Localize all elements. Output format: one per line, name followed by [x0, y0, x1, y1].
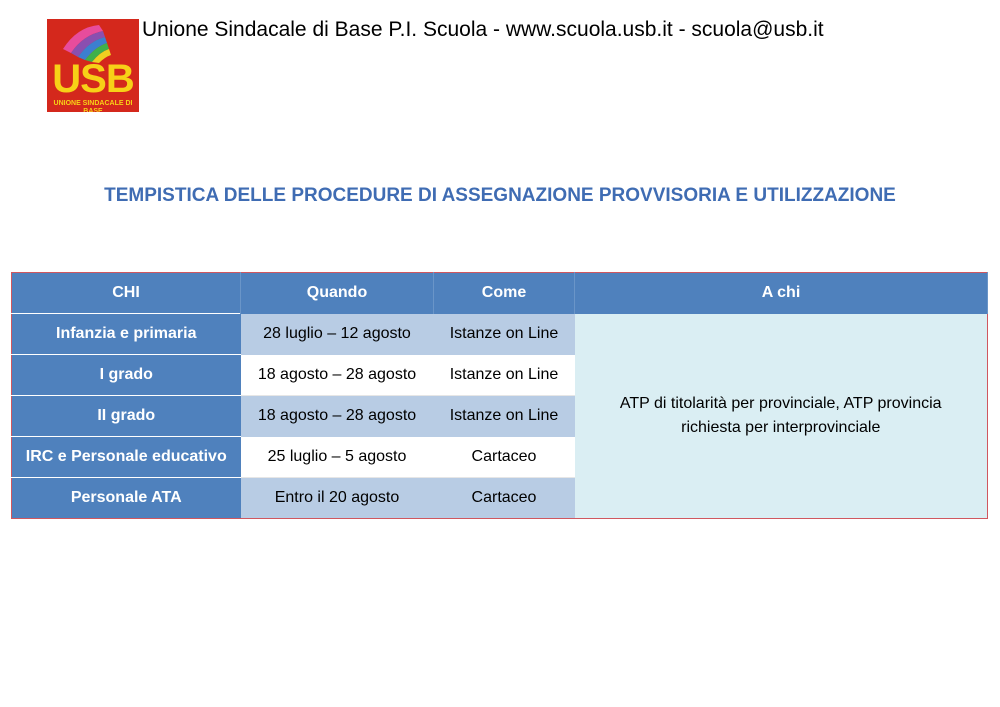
- logo-caption: UNIONE SINDACALE DI BASE: [53, 100, 133, 112]
- header-a-chi: A chi: [575, 273, 988, 314]
- header-quando: Quando: [241, 273, 434, 314]
- row-chi: II grado: [12, 396, 241, 437]
- row-quando: 18 agosto – 28 agosto: [241, 396, 434, 437]
- row-quando: 25 luglio – 5 agosto: [241, 437, 434, 478]
- row-chi: I grado: [12, 355, 241, 396]
- table-header-row: [12, 273, 988, 314]
- row-quando: Entro il 20 agosto: [241, 478, 434, 519]
- row-quando: 28 luglio – 12 agosto: [241, 314, 434, 355]
- document-title: TEMPISTICA DELLE PROCEDURE DI ASSEGNAZIONE PROVVISORIA E UTILIZZAZIONE: [104, 185, 896, 206]
- row-come: Cartaceo: [434, 478, 575, 519]
- row-come: Istanze on Line: [434, 355, 575, 396]
- logo-letters: USB: [52, 57, 134, 101]
- usb-logo: [47, 19, 139, 112]
- table-row: [12, 314, 988, 355]
- contact-line: Unione Sindacale di Base P.I. Scuola - www.scuola.usb.it - scuola@usb.it: [142, 18, 824, 41]
- row-quando: 18 agosto – 28 agosto: [241, 355, 434, 396]
- schedule-table: [11, 272, 988, 519]
- row-chi: Personale ATA: [12, 478, 241, 519]
- row-come: Cartaceo: [434, 437, 575, 478]
- row-chi: Infanzia e primaria: [12, 314, 241, 355]
- header-chi: CHI: [12, 273, 241, 314]
- header-come: Come: [434, 273, 575, 314]
- row-come: Istanze on Line: [434, 396, 575, 437]
- row-come: Istanze on Line: [434, 314, 575, 355]
- row-chi: IRC e Personale educativo: [12, 437, 241, 478]
- a-chi-cell: ATP di titolarità per provinciale, ATP provincia richiesta per interprovinciale: [575, 314, 988, 519]
